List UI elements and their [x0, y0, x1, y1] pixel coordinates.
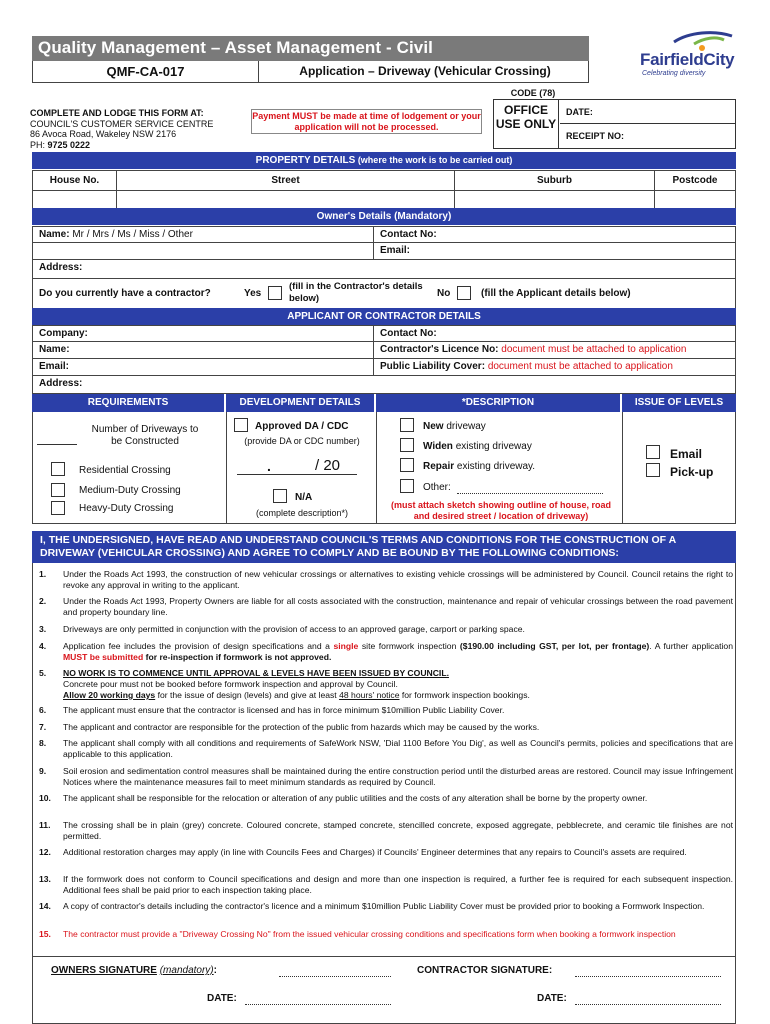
lodge-line-1: COUNCIL'S CUSTOMER SERVICE CENTRE	[30, 118, 214, 129]
col-house-no: House No.	[33, 171, 117, 191]
contractor-date-field[interactable]	[575, 995, 721, 1005]
fairfield-city-logo	[604, 28, 744, 86]
terms-header: I, THE UNDERSIGNED, HAVE READ AND UNDERSTAND COUNCIL'S TERMS AND CONDITIONS FOR THE CONSTRUCTION OF A DRIVEWAY (VEHICULAR CROSSING) AND AGREE TO COMPLY AND BE BOUND BY THE FOLLOWING CONDITIONS:	[32, 531, 736, 563]
applicant-email-row[interactable]	[32, 359, 736, 376]
desc-rest: driveway	[443, 421, 486, 432]
form-code: QMF-CA-017	[33, 61, 259, 82]
requirements-box	[32, 412, 736, 524]
owner-address-row[interactable]	[32, 260, 736, 279]
property-bar-title: PROPERTY DETAILS	[255, 155, 356, 166]
owner-sig-note: (mandatory)	[159, 965, 214, 976]
term-1	[39, 569, 733, 591]
contractor-signature-field[interactable]	[575, 967, 721, 977]
other-checkbox[interactable]	[400, 479, 414, 493]
term-text: The applicant must ensure that the contractor is licensed and has in force minimum $10million Public Liability Cover.	[63, 705, 505, 715]
owner-sig-colon: :	[213, 965, 217, 976]
desc-bold: New	[423, 421, 444, 432]
requirements-header	[32, 394, 736, 412]
contractor-question: Do you currently have a contractor?	[39, 288, 211, 299]
num-driveways-label: Number of Driveways to be Constructed	[91, 424, 199, 447]
term-number: 1.	[39, 569, 47, 579]
term-text: for re-inspection if formwork is not approved.	[145, 652, 332, 662]
term-text: Additional restoration charges may apply (in line with Councils Fees and Charges) if Councils' Engineer determines that any repairs to Council's assets are required.	[63, 847, 687, 857]
applicant-address-field[interactable]: Address:	[39, 378, 83, 389]
liability-note: document must be attached to application	[487, 361, 673, 372]
term-number: 11.	[39, 820, 51, 830]
col-suburb: Suburb	[455, 171, 655, 191]
header-development: DEVELOPMENT DETAILS	[226, 394, 376, 412]
liability-label: Public Liability Cover:	[380, 361, 486, 372]
term-number: 9.	[39, 766, 47, 776]
owner-name-options: Mr / Mrs / Ms / Miss / Other	[69, 229, 193, 240]
term-number: 10.	[39, 793, 51, 803]
num-driveways-input[interactable]	[37, 444, 77, 445]
lodge-heading: COMPLETE AND LODGE THIS FORM AT:	[30, 108, 204, 118]
term-number: 12.	[39, 847, 51, 857]
term-text: for formwork inspection bookings.	[401, 690, 530, 700]
logo-name: FairfieldCity	[640, 50, 735, 69]
liability-field[interactable]	[373, 359, 736, 375]
term-text: 48 hours' notice	[339, 690, 400, 700]
term-number: 5.	[39, 668, 47, 678]
contractor-no-label: No	[437, 288, 451, 299]
term-text: . A further application	[649, 641, 733, 651]
new-driveway-label	[423, 421, 486, 432]
lodge-info	[30, 108, 245, 150]
term-13	[39, 874, 733, 896]
owner-sig-text: OWNERS SIGNATURE	[51, 965, 157, 976]
desc-rest: existing driveway	[452, 441, 532, 452]
term-7	[39, 722, 733, 733]
term-6	[39, 705, 733, 716]
term-3	[39, 624, 733, 635]
email-levels-checkbox[interactable]	[646, 445, 660, 459]
divider	[226, 412, 227, 523]
term-text: site formwork inspection	[361, 641, 457, 651]
approved-da-checkbox[interactable]	[234, 418, 248, 432]
repair-driveway-checkbox[interactable]	[400, 458, 414, 472]
office-use-label: OFFICE USE ONLY	[494, 100, 559, 148]
header-issue-levels: ISSUE OF LEVELS	[622, 394, 736, 412]
desc-rest: existing driveway.	[454, 461, 536, 472]
lodge-phone	[30, 140, 245, 151]
term-text: Under the Roads Act 1993, Property Owners are liable for all costs associated with the construction, maintenance and repair of vehicular crossings between the road pavement and property boundary line.	[63, 596, 733, 617]
pickup-levels-label: Pick-up	[670, 465, 714, 479]
na-note: (complete description*)	[255, 508, 349, 518]
payment-notice: Payment MUST be made at time of lodgement or your application will not be processed.	[252, 111, 481, 132]
term-text: The contractor must provide a "Driveway Crossing No" from the issued vehicular crossing conditions and specifications form when booking a formwork inspection	[63, 929, 676, 939]
term-text: single	[333, 641, 359, 651]
term-14	[39, 901, 733, 912]
term-number: 3.	[39, 624, 47, 634]
term-2	[39, 596, 733, 618]
term-15	[39, 929, 733, 940]
pickup-levels-checkbox[interactable]	[646, 463, 660, 477]
term-text: Concrete pour must not be booked before formwork inspection and approval by Council.	[63, 679, 398, 689]
term-4	[39, 641, 733, 663]
residential-label: Residential Crossing	[79, 465, 171, 476]
other-input[interactable]	[457, 493, 603, 494]
term-number: 8.	[39, 738, 47, 748]
applicant-details-bar: APPLICANT OR CONTRACTOR DETAILS	[32, 308, 736, 325]
property-table	[32, 170, 736, 211]
other-label: Other:	[423, 482, 451, 493]
medium-duty-checkbox[interactable]	[51, 483, 65, 497]
contractor-question-row	[32, 279, 736, 309]
contractor-yes-label: Yes	[244, 288, 262, 299]
new-driveway-checkbox[interactable]	[400, 418, 414, 432]
term-11	[39, 820, 733, 842]
term-text: MUST be submitted	[63, 652, 144, 662]
divider	[622, 412, 623, 523]
licence-field[interactable]	[373, 342, 736, 358]
term-10	[39, 793, 733, 804]
office-receipt: RECEIPT NO:	[566, 131, 625, 141]
applicant-name-row[interactable]	[32, 342, 736, 359]
term-number: 13.	[39, 874, 51, 884]
form-code-row	[32, 61, 589, 83]
owner-details-bar: Owner's Details (Mandatory)	[32, 208, 736, 225]
heavy-duty-label: Heavy-Duty Crossing	[79, 503, 174, 514]
description-note: (must attach sketch showing outline of house, road and desired street / location of driveway)	[390, 500, 612, 521]
office-date: DATE:	[560, 100, 736, 124]
owner-email-field[interactable]: Email:	[373, 243, 736, 259]
owner-email-row[interactable]	[32, 243, 736, 260]
owner-name-key: Name:	[39, 229, 70, 240]
owner-address-field[interactable]: Address:	[39, 262, 83, 273]
repair-driveway-label	[423, 461, 535, 472]
contractor-yes-checkbox[interactable]	[268, 286, 282, 300]
applicant-name-field[interactable]: Name:	[39, 344, 70, 355]
term-text: Allow 20 working days	[63, 690, 156, 700]
term-number: 4.	[39, 641, 47, 651]
da-dot: .	[267, 458, 271, 474]
owner-signature-label	[51, 965, 217, 976]
desc-bold: Widen	[423, 441, 453, 452]
owner-contact-field[interactable]: Contact No:	[373, 227, 736, 243]
office-use-box	[493, 99, 736, 149]
da-year: / 20	[315, 457, 341, 474]
residential-checkbox[interactable]	[51, 462, 65, 476]
term-number: 7.	[39, 722, 47, 732]
applicant-address-row[interactable]	[32, 376, 736, 394]
term-text: NO WORK IS TO COMMENCE UNTIL APPROVAL & LEVELS HAVE BEEN ISSUED BY COUNCIL.	[63, 668, 449, 678]
approved-da-label: Approved DA / CDC	[255, 421, 349, 432]
contractor-date-label: DATE:	[537, 993, 567, 1004]
term-text: for the issue of design (levels) and give at least	[157, 690, 337, 700]
widen-driveway-label	[423, 441, 532, 452]
da-number-input[interactable]	[237, 458, 357, 475]
heavy-duty-checkbox[interactable]	[51, 501, 65, 515]
term-text: Driveways are only permitted in conjunction with the provision of access to an approved garage, carport or parking space.	[63, 624, 525, 634]
approved-da-note: (provide DA or CDC number)	[244, 436, 360, 446]
term-text: Application fee includes the provision of design specifications and a	[63, 641, 330, 651]
term-number: 2.	[39, 596, 47, 606]
contractor-signature-label: CONTRACTOR SIGNATURE:	[417, 965, 553, 976]
code-78: CODE (78)	[510, 88, 556, 98]
property-bar-note: (where the work is to be carried out)	[355, 155, 513, 165]
owner-signature-field[interactable]	[279, 967, 391, 977]
term-number: 15.	[39, 929, 51, 939]
term-12	[39, 847, 733, 858]
term-8	[39, 738, 733, 760]
company-row[interactable]	[32, 325, 736, 342]
col-postcode: Postcode	[655, 171, 736, 191]
logo-tagline: Celebrating diversity	[642, 70, 706, 77]
phone-prefix: PH:	[30, 139, 48, 150]
signature-area	[32, 957, 736, 1024]
terms-list	[32, 563, 736, 957]
owner-name-label	[39, 229, 193, 240]
contractor-no-checkbox[interactable]	[457, 286, 471, 300]
col-street: Street	[117, 171, 455, 191]
desc-bold: Repair	[423, 461, 455, 472]
medium-duty-label: Medium-Duty Crossing	[79, 485, 181, 496]
owner-date-field[interactable]	[245, 995, 391, 1005]
term-text: A copy of contractor's details including the contractor's licence and a minimum $10million Public Liability Cover must be provided prior to booking a Formwork Inspection.	[63, 901, 705, 911]
owner-name-row[interactable]	[32, 226, 736, 243]
header-requirements: REQUIREMENTS	[32, 394, 226, 412]
licence-label: Contractor's Licence No:	[380, 344, 499, 355]
term-5	[39, 668, 733, 701]
owner-date-label: DATE:	[207, 993, 237, 1004]
na-label: N/A	[295, 492, 313, 503]
lodge-line-2: 86 Avoca Road, Wakeley NSW 2176	[30, 129, 177, 139]
phone-number: 9725 0222	[47, 139, 91, 150]
applicant-contact-field[interactable]: Contact No:	[373, 326, 736, 342]
term-number: 6.	[39, 705, 47, 715]
header-description: *DESCRIPTION	[376, 394, 622, 412]
licence-note: document must be attached to application	[501, 344, 687, 355]
company-field[interactable]: Company:	[39, 328, 88, 339]
contractor-no-note: (fill the Applicant details below)	[481, 288, 631, 299]
na-checkbox[interactable]	[273, 489, 287, 503]
contractor-yes-note: (fill in the Contractor's details below)	[289, 281, 423, 304]
term-text: The applicant shall comply with all conditions and requirements of SafeWork NSW, 'Dial 1100 Before You Dig', as well as Council's permits, policies and specifications that are applicable to this application.	[63, 738, 733, 759]
term-text: If the formwork does not conform to Council specifications and design and more than one inspection is required, a further fee is required for each subsequent inspection. Additional fees shall be paid prior to each inspection taking place.	[63, 874, 733, 895]
term-text: ($190.00 including GST, per lot, per frontage)	[459, 641, 650, 651]
term-text: Soil erosion and sedimentation control measures shall be maintained during the entire construction period until the disturbed areas are restored. Council may issue Infringement Notices where the maintenance measures fail to meet minimum standards as required by Council.	[63, 766, 733, 787]
term-text: The applicant shall be responsible for the relocation or alteration of any public utilities and the costs of any alteration shall be borne by the property owner.	[63, 793, 648, 803]
term-text: The applicant and contractor are responsible for the protection of the public from hazards which may be caused by the works.	[63, 722, 540, 732]
term-number: 14.	[39, 901, 51, 911]
term-text: The crossing shall be in plain (grey) concrete. Coloured concrete, stamped concrete, stencilled concrete, exposed aggregate, pebblecrete, and ceramic tile finishes are not permitted.	[63, 820, 733, 841]
email-levels-label: Email	[670, 447, 703, 461]
form-title: Quality Management – Asset Management - Civil	[32, 36, 589, 61]
divider	[376, 412, 377, 523]
widen-driveway-checkbox[interactable]	[400, 438, 414, 452]
application-title: Application – Driveway (Vehicular Crossing)	[299, 64, 551, 78]
applicant-email-field[interactable]: Email:	[39, 361, 70, 372]
property-details-bar	[32, 152, 736, 169]
term-text: Under the Roads Act 1993, the construction of new vehicular crossings or alternatives to existing vehicle crossings will be administered by Council. Council retains the right to revoke any approval in writing to the applicant.	[63, 569, 733, 590]
term-9	[39, 766, 733, 788]
